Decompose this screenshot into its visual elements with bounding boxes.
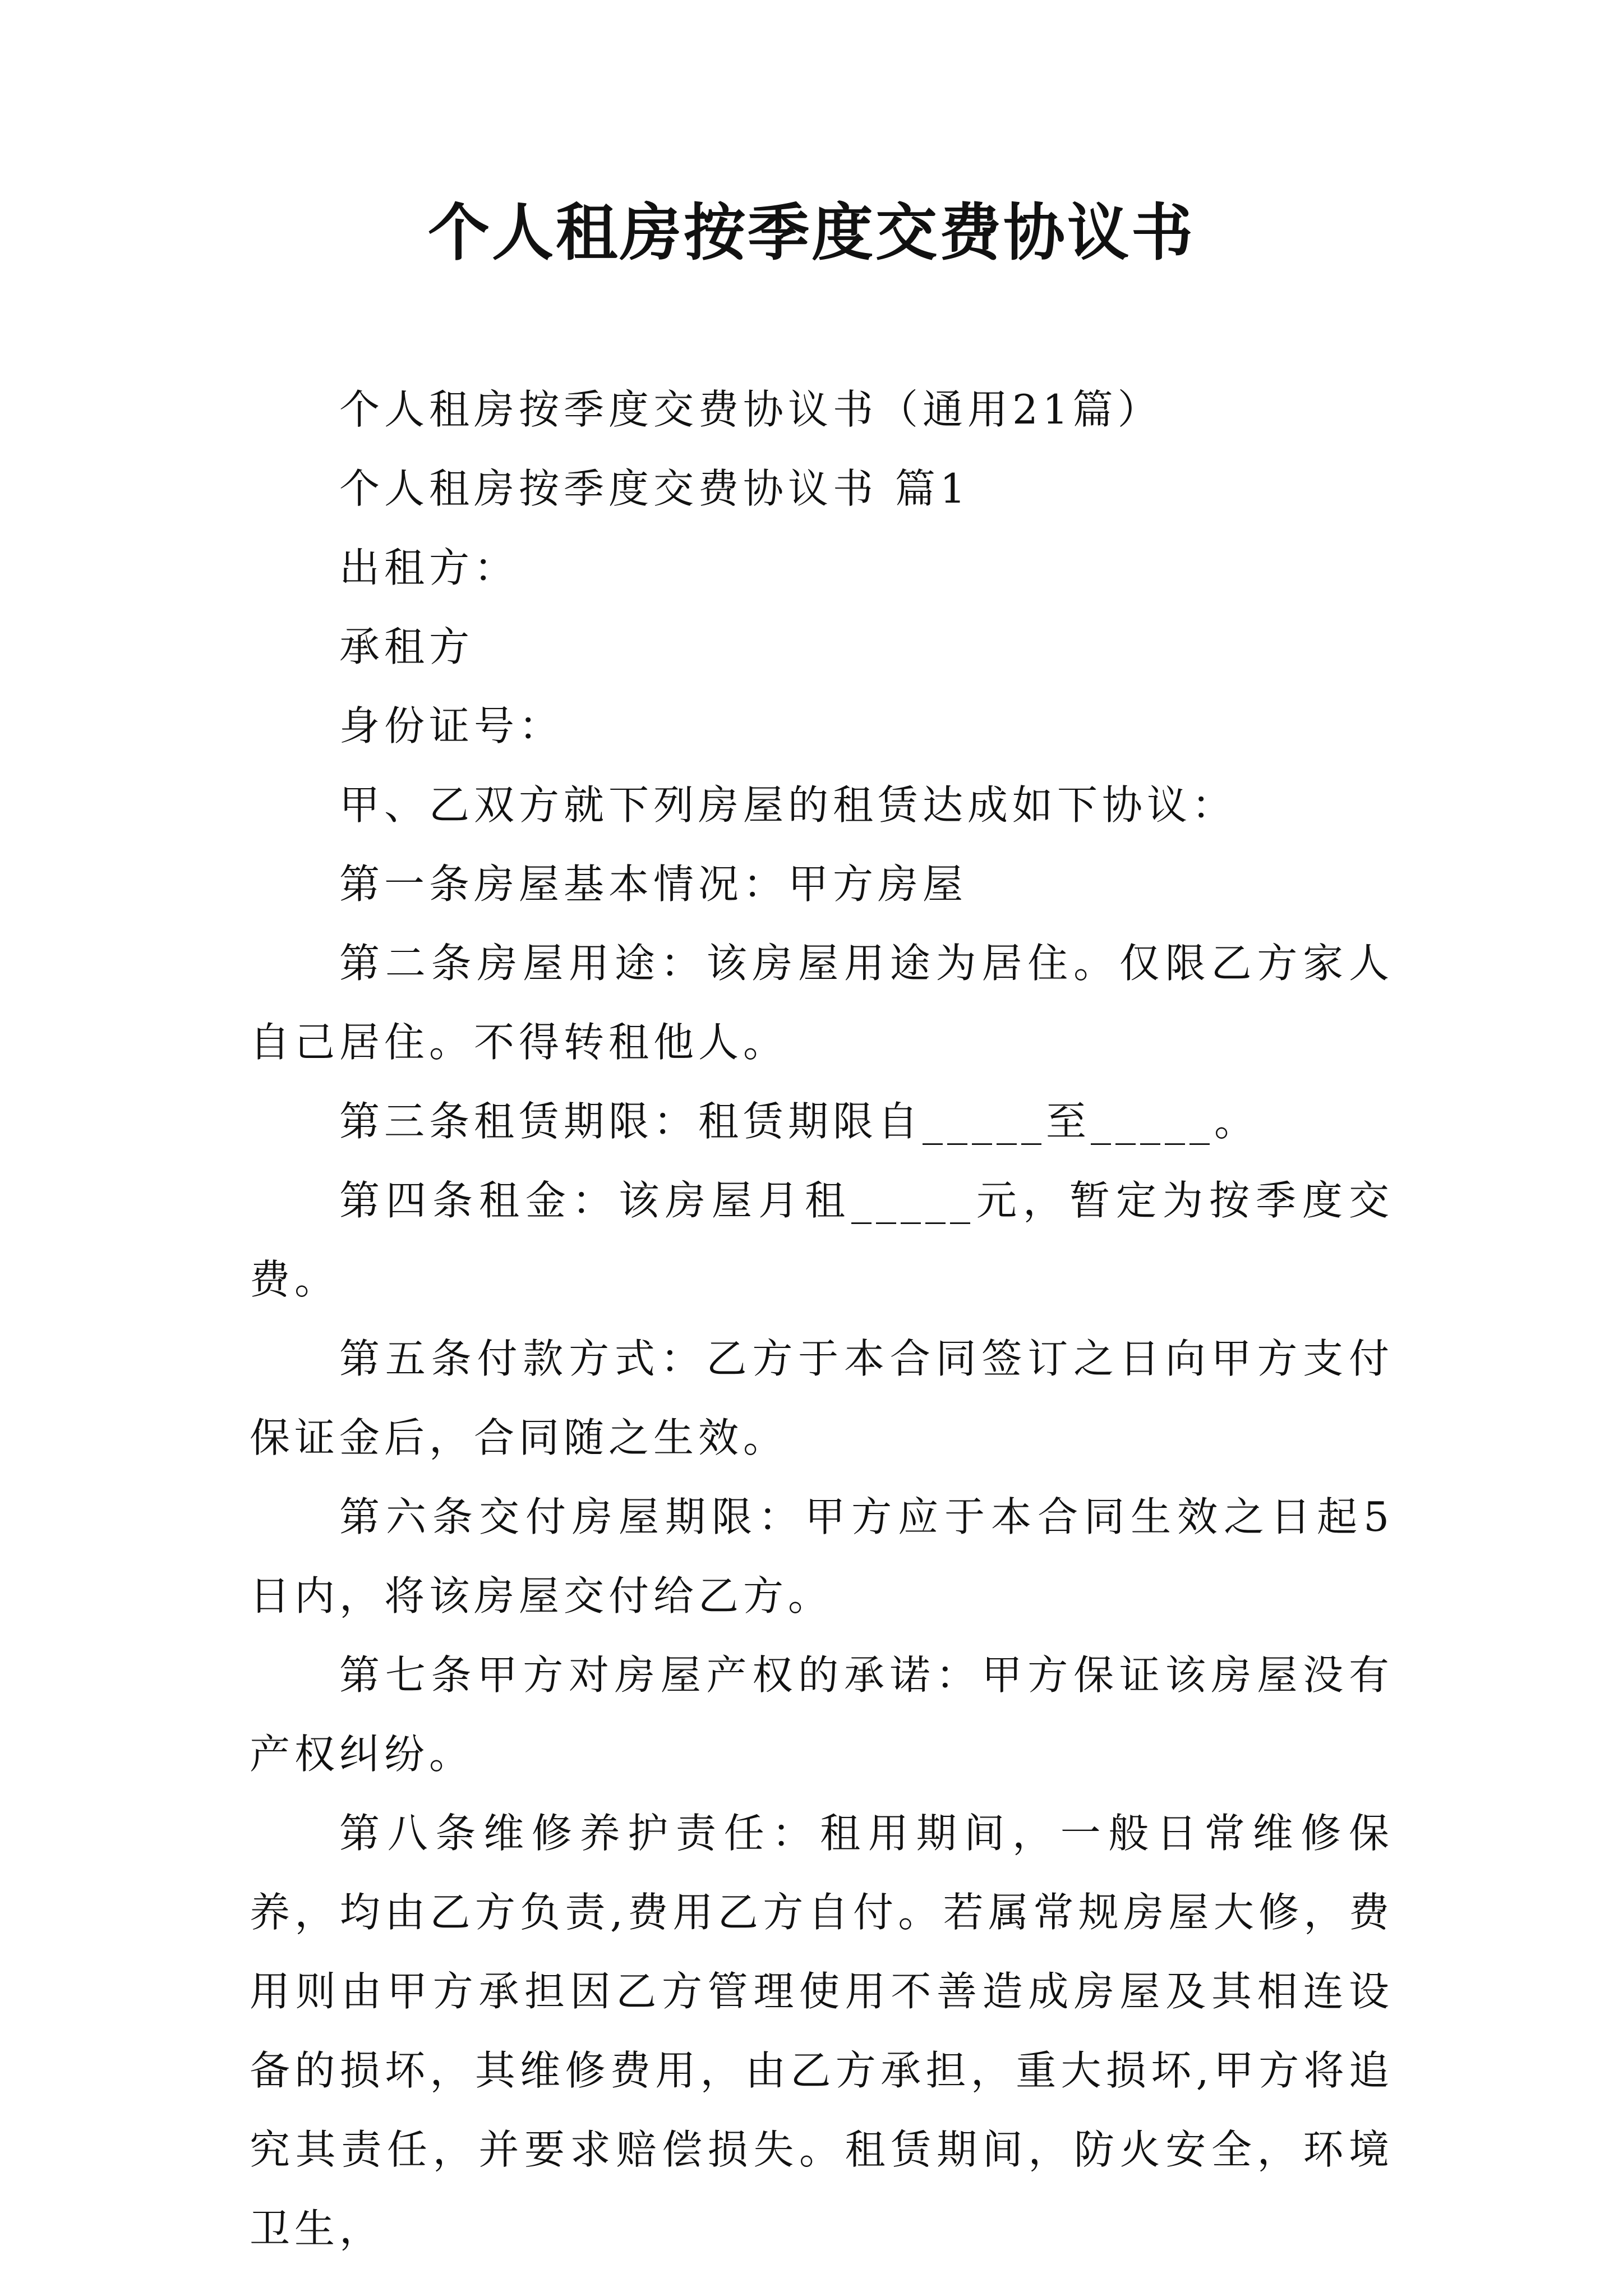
paragraph-lessee: 承租方 — [339, 623, 474, 670]
paragraph-article-6: 第六条交付房屋期限：甲方应于本合同生效之日起5日内，将该房屋交付给乙方。 — [250, 1493, 1394, 1619]
paragraph-article-3: 第三条租赁期限：租赁期限自_____至_____。 — [339, 1098, 1260, 1145]
paragraph-article-7: 第七条甲方对房屋产权的承诺：甲方保证该房屋没有产权纠纷。 — [250, 1651, 1394, 1778]
paragraph-article-4: 第四条租金：该房屋月租_____元，暂定为按季度交费。 — [250, 1177, 1394, 1303]
paragraph-agreement-intro: 甲、乙双方就下列房屋的租赁达成如下协议： — [339, 781, 1237, 829]
paragraph-article-8: 第八条维修养护责任：租用期间，一般日常维修保养，均由乙方负责,费用乙方自付。若属常规房屋大修，费用则由甲方承担因乙方管理使用不善造成房屋及其相连设备的损坏，其维修费用，由乙方承担，重大损坏,甲方将追究其责任，并要求赔偿损失。租赁期间，防火安全，环境卫生， — [250, 1810, 1394, 2252]
document-body — [250, 370, 1394, 2269]
paragraph-article-2: 第二条房屋用途：该房屋用途为居住。仅限乙方家人自己居住。不得转租他人。 — [250, 940, 1394, 1066]
paragraph-lessor: 出租方： — [339, 544, 519, 591]
document-title: 个人租房按季度交费协议书 — [428, 196, 1195, 269]
paragraph-subtitle: 个人租房按季度交费协议书（通用21篇） — [339, 386, 1163, 433]
paragraph-article-5: 第五条付款方式：乙方于本合同签订之日向甲方支付保证金后，合同随之生效。 — [250, 1335, 1394, 1461]
paragraph-article-1: 第一条房屋基本情况：甲方房屋 — [339, 861, 968, 908]
paragraph-section-heading: 个人租房按季度交费协议书 篇1 — [339, 465, 970, 512]
paragraph-id-number: 身份证号： — [339, 702, 564, 749]
